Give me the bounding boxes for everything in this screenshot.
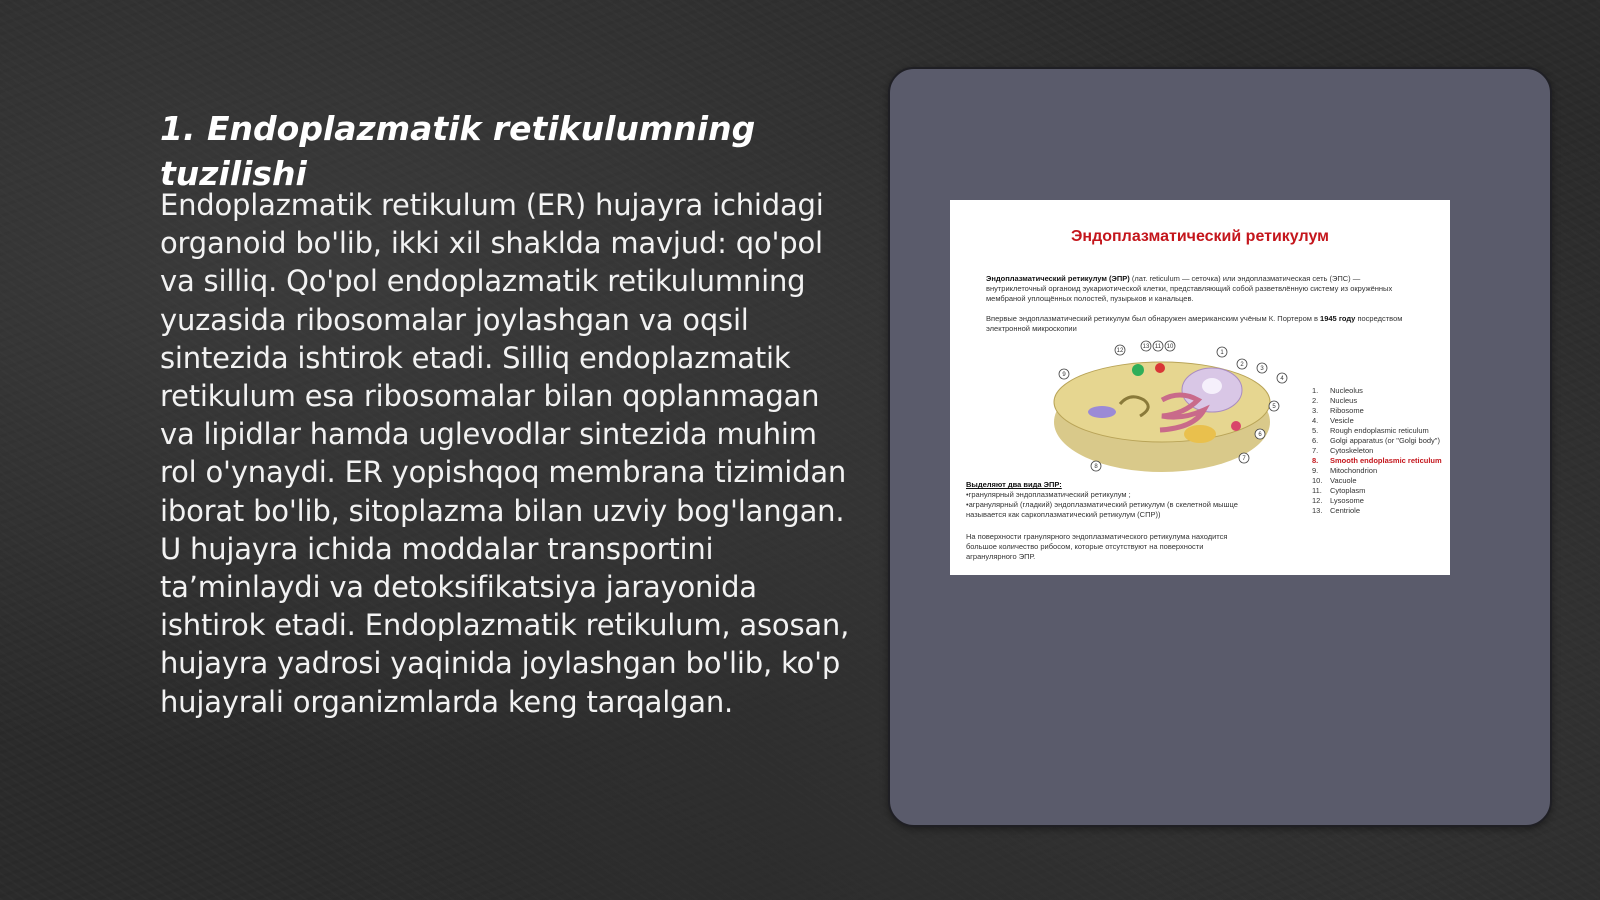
definition-text: (лат. reticulum — сеточка) или эндоплазматическая сеть (ЭПС) — внутриклеточный органоид эукариотической клетки, представляющий собой разветвлённую систему из окружённых мембраной уплощённых полостей, пузырьков и канальцев.: [986, 274, 1393, 303]
discovery-year: 1945 году: [1320, 314, 1356, 323]
figure-title: Эндоплазматический ретикулум: [1071, 228, 1329, 245]
legend-num: 6.: [1312, 436, 1319, 445]
legend-item: [1312, 386, 1442, 396]
legend-label: Golgi apparatus (or "Golgi body"): [1330, 436, 1440, 445]
lysosome-shape: [1132, 364, 1144, 376]
legend-num: 9.: [1312, 466, 1319, 475]
legend-item: [1312, 476, 1442, 486]
legend-item: [1312, 506, 1442, 516]
cell-diagram: [1050, 340, 1300, 485]
legend-label: Nucleus: [1330, 396, 1358, 405]
vesicle-shape: [1155, 363, 1165, 373]
legend-num: 2.: [1312, 396, 1319, 405]
legend-item: [1312, 396, 1442, 406]
legend-label: Mitochondrion: [1330, 466, 1378, 475]
legend-item: [1312, 466, 1442, 476]
legend-label: Cytoskeleton: [1330, 446, 1374, 455]
slide-body-text: Endoplazmatik retikulum (ER) hujayra ichidagi organoid bo'lib, ikki xil shaklda mavjud: qo'pol va silliq. Qo'pol endoplazmatik retikulumning yuzasida ribosomalar joylashgan va oqsil sintezida ishtirok etadi. Silliq endoplazmatik retikulum esa ribosomalar bilan qoplanmagan va lipidlar hamda uglevodlar sintezida muhim rol o'ynaydi. ER yopishqoq membrana tizimidan iborat bo'lib, sitoplazma bilan uzviy bog'langan. U hujayra ichida moddalar transportini ta’minlaydi va detoksifikatsiya jarayonida ishtirok etadi. Endoplazmatik retikulum, asosan, hujayra yadrosi yaqinida joylashgan bo'lib, ko'p hujayrali organizmlarda keng tarqalgan.: [160, 188, 850, 719]
legend-label: Cytoplasm: [1330, 486, 1366, 495]
callout-label: 5: [1272, 404, 1276, 410]
legend-label: Vesicle: [1330, 416, 1354, 425]
discovery-tail: посредством электронной микроскопии: [986, 314, 1403, 333]
callout-label: 9: [1062, 372, 1066, 378]
legend-num: 10.: [1312, 476, 1323, 485]
legend-num: 12.: [1312, 496, 1323, 505]
legend-item-highlighted: [1312, 456, 1442, 466]
callout-label: 13: [1142, 344, 1150, 350]
legend-num: 11.: [1312, 486, 1322, 495]
callout-label: 3: [1260, 366, 1264, 372]
figure-definition: [986, 274, 1406, 304]
er-figure-image: [950, 200, 1450, 575]
legend-num: 1.: [1312, 386, 1319, 395]
legend-item: [1312, 436, 1442, 446]
legend-num: 13.: [1312, 506, 1323, 515]
legend-label: Nucleolus: [1330, 386, 1363, 395]
er-type-agranular: •агранулярный (гладкий) эндоплазматический ретикулум (в скелетной мышце называется как саркоплазматический ретикулум (СПР)): [966, 500, 1238, 519]
er-types-header: Выделяют два вида ЭПР:: [966, 480, 1062, 489]
legend-label: Centriole: [1330, 506, 1361, 515]
discovery-text: Впервые эндоплазматический ретикулум был обнаружен американским учёным К. Портером в: [986, 314, 1321, 323]
callout-label: 10: [1166, 344, 1174, 350]
figure-legend: [1312, 386, 1442, 516]
legend-item: [1312, 416, 1442, 426]
er-type-granular: •гранулярный эндоплазматический ретикулум ;: [966, 490, 1131, 499]
figure-discovery: [986, 314, 1406, 334]
legend-label: Lysosome: [1330, 496, 1364, 505]
legend-label: Rough endoplasmic reticulum: [1330, 426, 1429, 435]
cell-nucleolus: [1202, 378, 1222, 394]
legend-item: [1312, 486, 1442, 496]
er-types: [966, 480, 1266, 520]
legend-label: Vacuole: [1330, 476, 1357, 485]
callout-label: 7: [1242, 456, 1246, 462]
callout-label: 4: [1280, 376, 1284, 382]
legend-num: 7.: [1312, 446, 1319, 455]
legend-label: Smooth endoplasmic reticulum: [1330, 456, 1442, 465]
callout-label: 12: [1116, 348, 1124, 354]
callout-label: 2: [1240, 362, 1244, 368]
callout-label: 8: [1094, 464, 1098, 470]
legend-num: 5.: [1312, 426, 1319, 435]
legend-num: 4.: [1312, 416, 1319, 425]
legend-item: [1312, 426, 1442, 436]
legend-num: 3.: [1312, 406, 1319, 415]
legend-item: [1312, 496, 1442, 506]
legend-num: 8.: [1312, 456, 1319, 465]
callout-label: 1: [1220, 350, 1224, 356]
callout-label: 6: [1258, 432, 1262, 438]
figure-footnote: На поверхности гранулярного эндоплазматического ретикулума находится большое количество рибосом, которые отсутствуют на поверхности агранулярного ЭПР.: [966, 532, 1228, 561]
centriole-shape: [1231, 421, 1241, 431]
vacuole-shape: [1184, 425, 1216, 443]
legend-item: [1312, 446, 1442, 456]
mitochondrion-shape: [1088, 406, 1116, 418]
legend-label: Ribosome: [1330, 406, 1364, 415]
legend-item: [1312, 406, 1442, 416]
slide-title: 1. Endoplazmatik retikulumning tuzilishi: [160, 109, 756, 193]
callout-label: 11: [1154, 344, 1162, 350]
definition-term: Эндоплазматический ретикулум (ЭПР): [986, 274, 1130, 283]
